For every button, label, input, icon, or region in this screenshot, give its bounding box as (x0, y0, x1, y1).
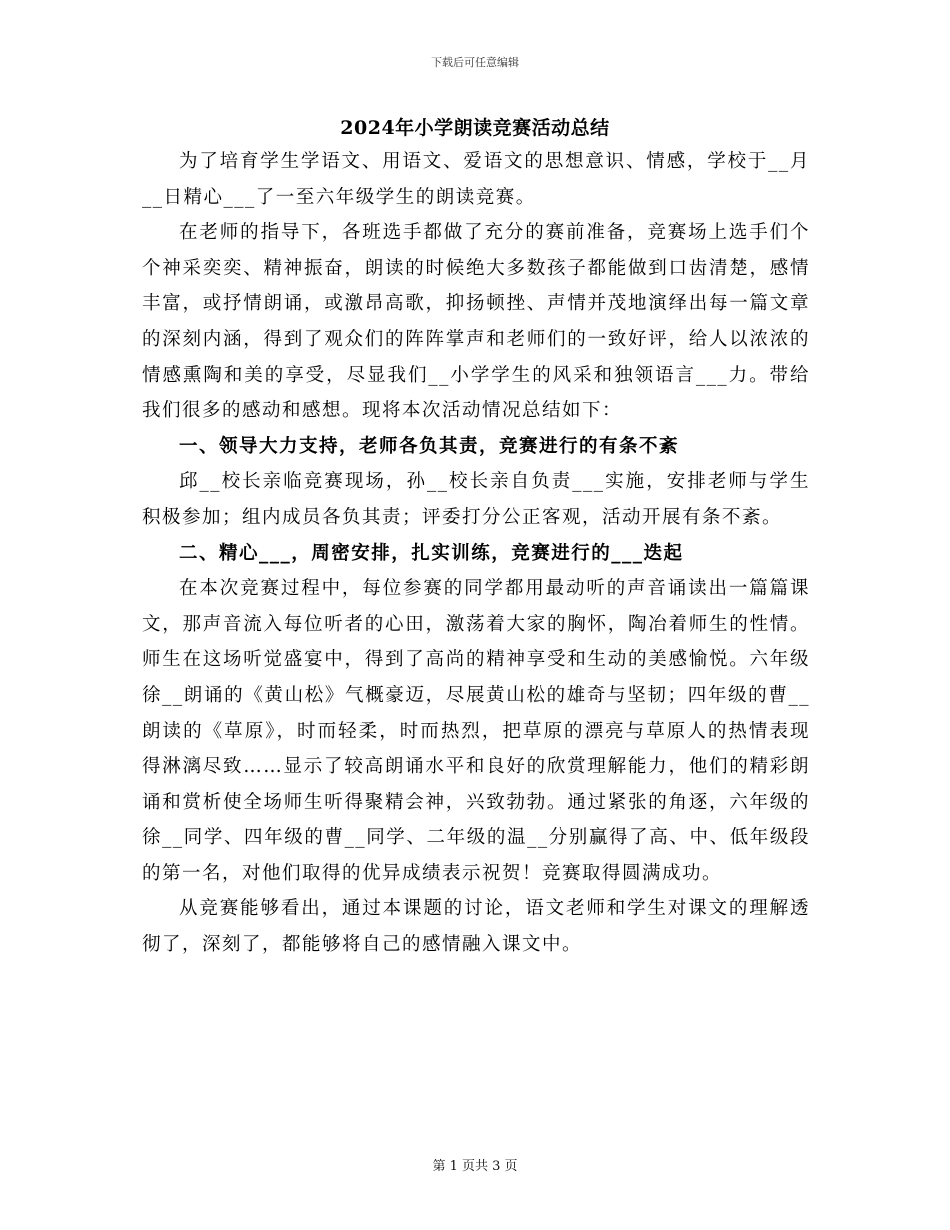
header-note: 下载后可任意编辑 (431, 56, 519, 69)
conclusion-paragraph: 从竞赛能够看出，通过本课题的讨论，语文老师和学生对课文的理解透彻了，深刻了，都能够将自己的感情融入课文中。 (142, 898, 810, 956)
document-title: 2024年小学朗读竞赛活动总结 (340, 117, 610, 139)
page-number: 第 1 页共 3 页 (432, 1159, 518, 1174)
section-2-paragraph: 在本次竞赛过程中，每位参赛的同学都用最动听的声音诵读出一篇篇课文，那声音流入每位听者的心田，激荡着大家的胸怀，陶冶着师生的性情。师生在这场听觉盛宴中，得到了高尚的精神享受和生动的美感愉悦。六年级徐__朗诵的《黄山松》气概豪迈，尽展黄山松的雄奇与坚韧；四年级的曹__朗读的《草原》，时而轻柔，时而热烈，把草原的漂亮与草原人的热情表现得淋漓尽致……显示了较高朗诵水平和良好的欣赏理解能力，他们的精彩朗诵和赏析使全场师生听得聚精会神，兴致勃勃。通过紧张的角逐，六年级的徐__同学、四年级的曹__同学、二年级的温__分别赢得了高、中、低年级段的第一名，对他们取得的优异成绩表示祝贺！竞赛取得圆满成功。 (142, 578, 810, 884)
intro-paragraph: 为了培育学生学语文、用语文、爱语文的思想意识、情感，学校于__月__日精心___了一至六年级学生的朗读竞赛。 (142, 151, 810, 208)
section-1-paragraph: 邱__校长亲临竞赛现场，孙__校长亲自负责___实施，安排老师与学生积极参加；组内成员各负其责；评委打分公正客观，活动开展有条不紊。 (142, 471, 810, 528)
section-heading-1: 一、领导大力支持，老师各负其责，竞赛进行的有条不紊 (179, 435, 680, 457)
section-heading-2: 二、精心___，周密安排，扎实训练，竞赛进行的___迭起 (179, 542, 684, 564)
overview-paragraph: 在老师的指导下，各班选手都做了充分的赛前准备，竞赛场上选手们个个神采奕奕、精神振奋，朗读的时候绝大多数孩子都能做到口齿清楚，感情丰富，或抒情朗诵，或激昂高歌，抑扬顿挫、声情并茂地演绎出每一篇文章的深刻内涵，得到了观众们的阵阵掌声和老师们的一致好评，给人以浓浓的情感熏陶和美的享受，尽显我们__小学学生的风采和独领语言___力。带给我们很多的感动和感想。现将本次活动情况总结如下： (142, 222, 810, 422)
document-body (142, 144, 810, 963)
